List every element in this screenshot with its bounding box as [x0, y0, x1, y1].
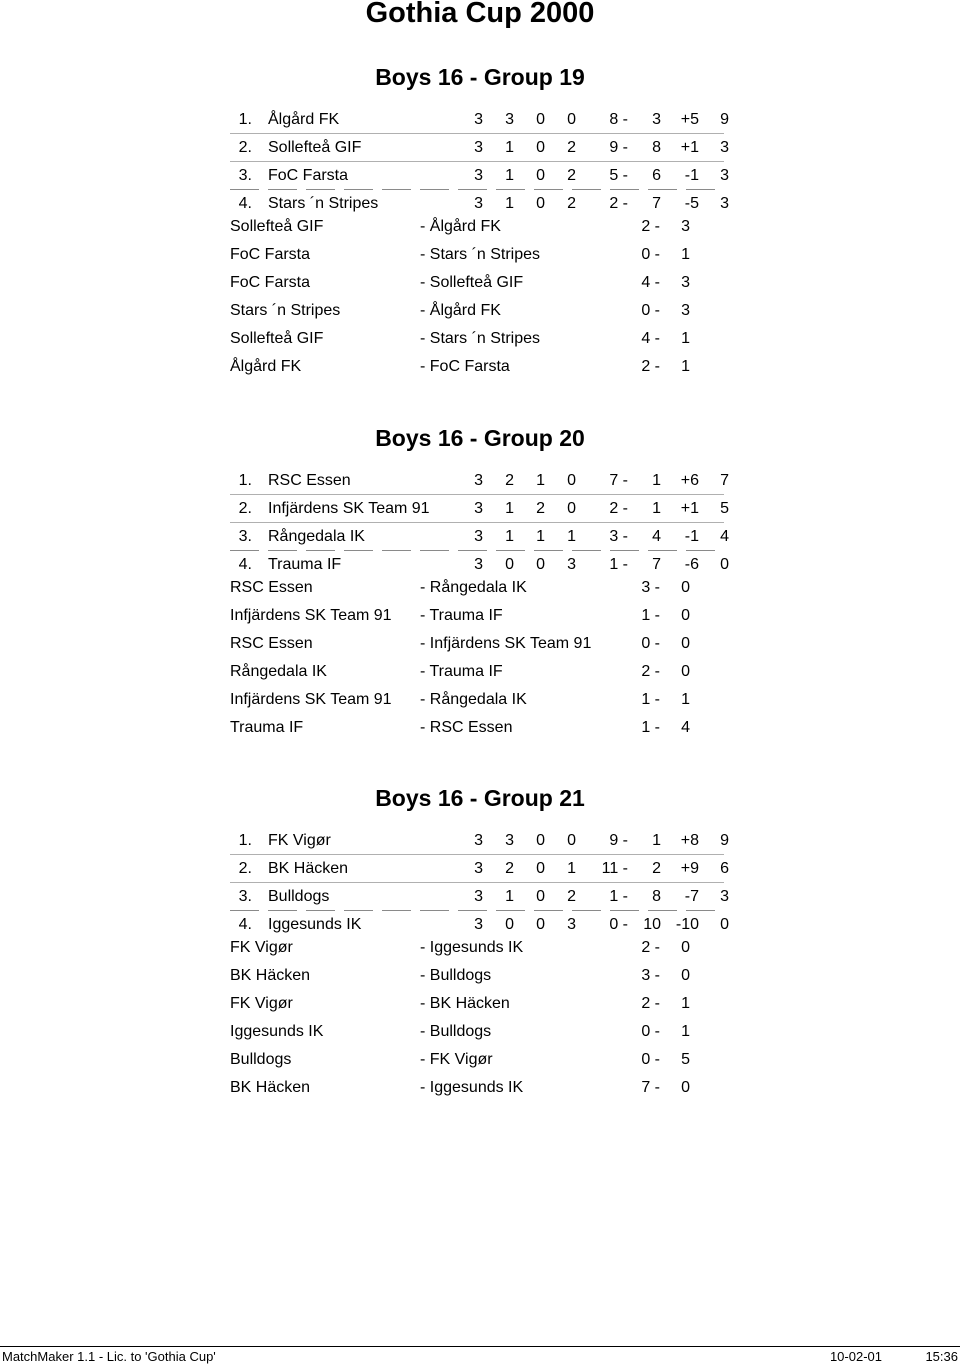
- away-team: - Ålgård FK: [420, 218, 501, 235]
- home-team: RSC Essen: [230, 635, 313, 652]
- away-team: - Bulldogs: [420, 967, 492, 984]
- games-played: 3: [474, 556, 483, 573]
- team-name: BK Häcken: [268, 860, 349, 877]
- footer-date: 10-02-01: [829, 1349, 882, 1364]
- match-row: [0, 714, 960, 742]
- draws: 0: [536, 888, 545, 905]
- home-score: 0 -: [641, 302, 660, 319]
- goal-difference: +9: [680, 860, 699, 877]
- home-team: Stars ´n Stripes: [230, 302, 341, 319]
- goal-difference: -6: [684, 556, 699, 573]
- away-score: 0: [681, 1079, 690, 1096]
- games-played: 3: [474, 860, 483, 877]
- match-row: [0, 630, 960, 658]
- points: 0: [720, 916, 729, 933]
- points: 3: [720, 139, 729, 156]
- match-row: [0, 962, 960, 990]
- goals-for: 7 -: [609, 472, 628, 489]
- home-score: 2 -: [641, 218, 660, 235]
- goals-against: 8: [652, 139, 661, 156]
- wins: 1: [505, 139, 514, 156]
- away-score: 5: [681, 1051, 690, 1068]
- position: 3.: [238, 167, 252, 184]
- home-team: Sollefteå GIF: [230, 330, 324, 347]
- team-name: Infjärdens SK Team 91: [268, 500, 430, 517]
- away-team: - Stars ´n Stripes: [420, 330, 541, 347]
- match-row: [0, 686, 960, 714]
- away-score: 1: [681, 330, 690, 347]
- wins: 1: [505, 195, 514, 212]
- away-team: - FoC Farsta: [420, 358, 510, 375]
- points: 4: [720, 528, 729, 545]
- team-name: Bulldogs: [268, 888, 330, 905]
- match-row: [0, 990, 960, 1018]
- home-team: FK Vigør: [230, 995, 293, 1012]
- match-row: [0, 1018, 960, 1046]
- team-name: Rångedala IK: [268, 528, 365, 545]
- away-team: - BK Häcken: [420, 995, 510, 1012]
- games-played: 3: [474, 500, 483, 517]
- team-name: FoC Farsta: [268, 167, 349, 184]
- page-title: Gothia Cup 2000: [365, 0, 595, 29]
- home-score: 1 -: [641, 607, 660, 624]
- home-team: Ålgård FK: [230, 358, 302, 375]
- draws: 0: [536, 832, 545, 849]
- home-team: Bulldogs: [230, 1051, 292, 1068]
- away-score: 0: [681, 939, 690, 956]
- draws: 0: [536, 860, 545, 877]
- team-name: Ålgård FK: [268, 111, 340, 128]
- games-played: 3: [474, 195, 483, 212]
- points: 9: [720, 832, 729, 849]
- home-score: 1 -: [641, 691, 660, 708]
- away-score: 1: [681, 358, 690, 375]
- games-played: 3: [474, 139, 483, 156]
- losses: 0: [567, 111, 576, 128]
- home-team: FoC Farsta: [230, 274, 311, 291]
- match-row: [0, 602, 960, 630]
- away-score: 1: [681, 246, 690, 263]
- team-name: Iggesunds IK: [268, 916, 362, 933]
- goals-against: 7: [652, 556, 661, 573]
- wins: 1: [505, 500, 514, 517]
- team-name: RSC Essen: [268, 472, 351, 489]
- games-played: 3: [474, 916, 483, 933]
- away-team: - Bulldogs: [420, 1023, 492, 1040]
- points: 3: [720, 888, 729, 905]
- away-team: - Iggesunds IK: [420, 939, 524, 956]
- standings-row: [0, 162, 960, 190]
- home-score: 3 -: [641, 579, 660, 596]
- draws: 1: [536, 528, 545, 545]
- goals-for: 1 -: [609, 888, 628, 905]
- footer-time: 15:36: [925, 1349, 958, 1364]
- match-row: [0, 297, 960, 325]
- goal-difference: -1: [684, 528, 699, 545]
- away-score: 0: [681, 579, 690, 596]
- losses: 3: [567, 556, 576, 573]
- home-team: FoC Farsta: [230, 246, 311, 263]
- games-played: 3: [474, 167, 483, 184]
- goals-for: 8 -: [609, 111, 628, 128]
- team-name: Stars ´n Stripes: [268, 195, 379, 212]
- losses: 1: [567, 860, 576, 877]
- goals-for: 11 -: [601, 860, 628, 877]
- away-score: 1: [681, 1023, 690, 1040]
- standings-row: [0, 855, 960, 883]
- home-score: 1 -: [641, 719, 660, 736]
- goals-against: 6: [652, 167, 661, 184]
- goal-difference: +1: [680, 500, 699, 517]
- home-score: 2 -: [641, 358, 660, 375]
- away-team: - Stars ´n Stripes: [420, 246, 541, 263]
- position: 3.: [238, 888, 252, 905]
- wins: 1: [505, 528, 514, 545]
- home-score: 4 -: [641, 274, 660, 291]
- goals-for: 3 -: [609, 528, 628, 545]
- match-row: [0, 934, 960, 962]
- away-team: - Rångedala IK: [420, 579, 527, 596]
- goal-difference: +6: [680, 472, 699, 489]
- home-score: 0 -: [641, 1023, 660, 1040]
- goals-for: 0 -: [609, 916, 628, 933]
- draws: 0: [536, 111, 545, 128]
- match-row: [0, 1074, 960, 1102]
- games-played: 3: [474, 528, 483, 545]
- home-team: BK Häcken: [230, 1079, 311, 1096]
- goals-against: 2: [652, 860, 661, 877]
- match-row: [0, 353, 960, 381]
- position: 1.: [238, 472, 252, 489]
- standings-row: [0, 827, 960, 855]
- wins: 0: [505, 556, 514, 573]
- match-row: [0, 325, 960, 353]
- goals-for: 5 -: [609, 167, 628, 184]
- draws: 0: [536, 195, 545, 212]
- goals-for: 2 -: [609, 195, 628, 212]
- away-team: - FK Vigør: [420, 1051, 493, 1068]
- goals-against: 7: [652, 195, 661, 212]
- points: 9: [720, 111, 729, 128]
- away-score: 1: [681, 691, 690, 708]
- home-team: Rångedala IK: [230, 663, 327, 680]
- goal-difference: +8: [680, 832, 699, 849]
- goal-difference: -7: [684, 888, 699, 905]
- wins: 0: [505, 916, 514, 933]
- away-team: - Trauma IF: [420, 663, 503, 680]
- wins: 3: [505, 111, 514, 128]
- goal-difference: -10: [675, 916, 699, 933]
- away-score: 0: [681, 635, 690, 652]
- home-team: Sollefteå GIF: [230, 218, 324, 235]
- goals-against: 3: [652, 111, 661, 128]
- games-played: 3: [474, 472, 483, 489]
- draws: 0: [536, 139, 545, 156]
- home-score: 0 -: [641, 635, 660, 652]
- team-name: FK Vigør: [268, 832, 331, 849]
- position: 2.: [238, 860, 252, 877]
- position: 4.: [238, 916, 252, 933]
- footer: [0, 1342, 960, 1366]
- draws: 0: [536, 556, 545, 573]
- losses: 2: [567, 139, 576, 156]
- points: 3: [720, 167, 729, 184]
- away-score: 0: [681, 607, 690, 624]
- match-row: [0, 241, 960, 269]
- losses: 0: [567, 832, 576, 849]
- away-score: 3: [681, 274, 690, 291]
- goal-difference: -1: [684, 167, 699, 184]
- goals-against: 4: [652, 528, 661, 545]
- match-row: [0, 574, 960, 602]
- home-team: Infjärdens SK Team 91: [230, 607, 392, 624]
- team-name: Trauma IF: [268, 556, 342, 573]
- standings-row: [0, 467, 960, 495]
- away-score: 0: [681, 663, 690, 680]
- away-score: 3: [681, 302, 690, 319]
- position: 1.: [238, 832, 252, 849]
- position: 4.: [238, 556, 252, 573]
- goal-difference: +1: [680, 139, 699, 156]
- goals-against: 8: [652, 888, 661, 905]
- home-team: Trauma IF: [230, 719, 304, 736]
- wins: 2: [505, 472, 514, 489]
- position: 2.: [238, 139, 252, 156]
- match-row: [0, 1046, 960, 1074]
- home-team: FK Vigør: [230, 939, 293, 956]
- losses: 1: [567, 528, 576, 545]
- points: 0: [720, 556, 729, 573]
- draws: 0: [536, 916, 545, 933]
- goals-against: 10: [643, 916, 661, 933]
- match-row: [0, 269, 960, 297]
- draws: 0: [536, 167, 545, 184]
- games-played: 3: [474, 832, 483, 849]
- away-team: - Iggesunds IK: [420, 1079, 524, 1096]
- home-score: 2 -: [641, 939, 660, 956]
- draws: 1: [536, 472, 545, 489]
- group-title: Boys 16 - Group 19: [375, 64, 585, 90]
- home-team: Iggesunds IK: [230, 1023, 324, 1040]
- losses: 0: [567, 500, 576, 517]
- footer-license: MatchMaker 1.1 - Lic. to 'Gothia Cup': [2, 1349, 216, 1364]
- points: 7: [720, 472, 729, 489]
- goal-difference: +5: [680, 111, 699, 128]
- losses: 0: [567, 472, 576, 489]
- wins: 1: [505, 888, 514, 905]
- away-score: 1: [681, 995, 690, 1012]
- games-played: 3: [474, 111, 483, 128]
- losses: 3: [567, 916, 576, 933]
- group-title: Boys 16 - Group 20: [375, 425, 585, 451]
- points: 5: [720, 500, 729, 517]
- goals-for: 9 -: [609, 832, 628, 849]
- points: 3: [720, 195, 729, 212]
- draws: 2: [536, 500, 545, 517]
- games-played: 3: [474, 888, 483, 905]
- away-team: - Sollefteå GIF: [420, 274, 524, 291]
- standings-row: [0, 134, 960, 162]
- wins: 1: [505, 167, 514, 184]
- home-score: 7 -: [641, 1079, 660, 1096]
- away-team: - Ålgård FK: [420, 302, 501, 319]
- losses: 2: [567, 195, 576, 212]
- match-row: [0, 213, 960, 241]
- away-score: 4: [681, 719, 690, 736]
- position: 3.: [238, 528, 252, 545]
- goals-for: 9 -: [609, 139, 628, 156]
- group-title: Boys 16 - Group 21: [375, 785, 585, 811]
- goals-against: 1: [652, 472, 661, 489]
- wins: 2: [505, 860, 514, 877]
- goals-against: 1: [652, 500, 661, 517]
- position: 1.: [238, 111, 252, 128]
- goal-difference: -5: [684, 195, 699, 212]
- team-name: Sollefteå GIF: [268, 139, 362, 156]
- away-score: 3: [681, 218, 690, 235]
- away-team: - Trauma IF: [420, 607, 503, 624]
- home-team: Infjärdens SK Team 91: [230, 691, 392, 708]
- home-score: 0 -: [641, 1051, 660, 1068]
- match-row: [0, 658, 960, 686]
- standings-row: [0, 106, 960, 134]
- home-score: 0 -: [641, 246, 660, 263]
- home-score: 3 -: [641, 967, 660, 984]
- away-team: - Rångedala IK: [420, 691, 527, 708]
- position: 4.: [238, 195, 252, 212]
- standings-row: [0, 495, 960, 523]
- wins: 3: [505, 832, 514, 849]
- position: 2.: [238, 500, 252, 517]
- home-score: 2 -: [641, 995, 660, 1012]
- losses: 2: [567, 888, 576, 905]
- away-score: 0: [681, 967, 690, 984]
- home-score: 2 -: [641, 663, 660, 680]
- goals-for: 2 -: [609, 500, 628, 517]
- home-team: RSC Essen: [230, 579, 313, 596]
- home-team: BK Häcken: [230, 967, 311, 984]
- away-team: - RSC Essen: [420, 719, 513, 736]
- standings-row: [0, 523, 960, 551]
- points: 6: [720, 860, 729, 877]
- goals-for: 1 -: [609, 556, 628, 573]
- home-score: 4 -: [641, 330, 660, 347]
- losses: 2: [567, 167, 576, 184]
- standings-row: [0, 883, 960, 911]
- goals-against: 1: [652, 832, 661, 849]
- away-team: - Infjärdens SK Team 91: [420, 635, 592, 652]
